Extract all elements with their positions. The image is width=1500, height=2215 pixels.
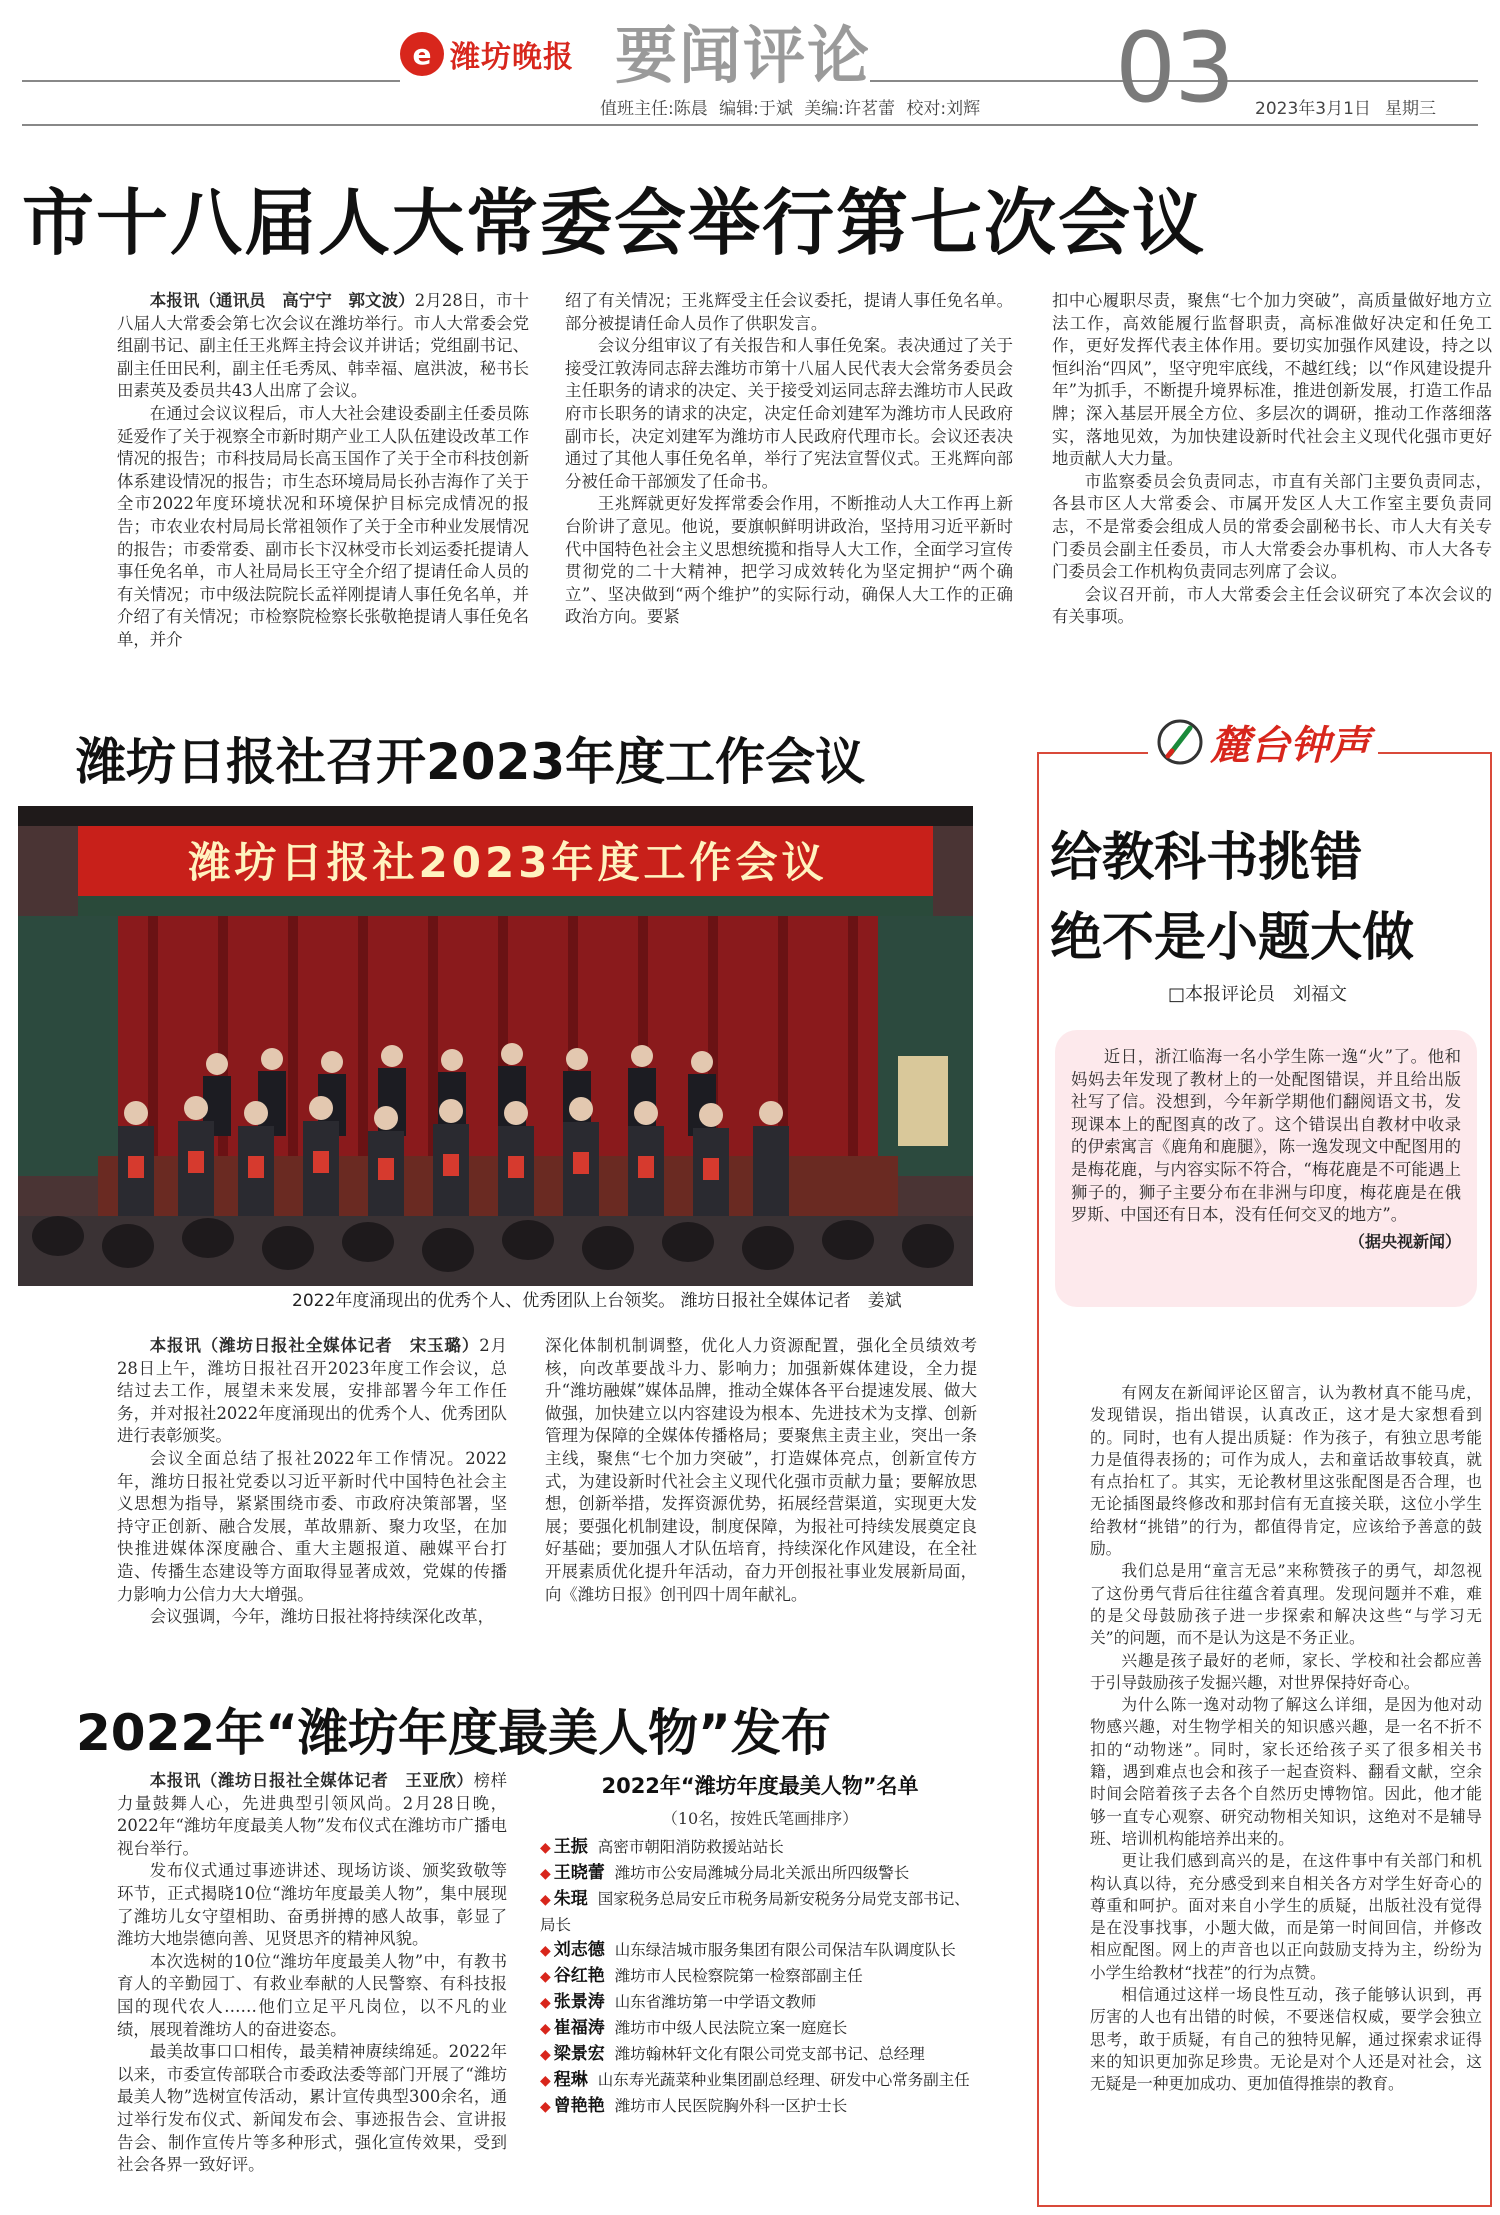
honoree-role: 潍坊市公安局潍城分局北关派出所四级警长 (614, 1864, 910, 1882)
honoree-name: 曾艳艳 (553, 2096, 605, 2116)
award-list-items (540, 1835, 980, 2120)
diamond-bullet-icon: ◆ (540, 1995, 551, 2011)
award-list-item (540, 1861, 980, 1887)
diamond-bullet-icon: ◆ (540, 1840, 551, 1856)
award-list-subtitle: （10名，按姓氏笔画排序） (661, 1809, 859, 1828)
honoree-name: 梁景宏 (553, 2044, 605, 2064)
paragraph (545, 1335, 977, 1606)
paragraph-text: 2月28日上午，潍坊日报社召开2023年度工作会议，总结过去工作，展望未来发展，安排部署今年工作任务，并对报社2022年度涌现出的优秀个人、优秀团队进行表彰颁奖。 (117, 1336, 507, 1446)
paragraph-text: 扣中心履职尽责，聚焦“七个加力突破”，高质量做好地方立法工作，高效能履行监督职责，高标准做好决定和任免工作，更好发挥代表主体作用。要切实加强作风建设，持之以恒纠治“四风”，坚守兜牢底线，不越红线；以“作风建设提升年”为抓手，不断提升境界标准，推进创新发展，打造工作品牌；深入基层开展全方位、多层次的调研，推动工作落细落实，落地见效，为加快建设新时代社会主义现代化强市更好地贡献人大力量。 (1052, 291, 1492, 469)
diamond-bullet-icon: ◆ (540, 1892, 551, 1908)
award-list-item (540, 2094, 980, 2120)
news-quote-text: 近日，浙江临海一名小学生陈一逸“火”了。他和妈妈去年发现了教材上的一处配图错误，并且给出版社写了信。没想到，今年新学期他们翻阅语文书，发现课本上的配图真的改了。这个错误出自教材中收录的伊索寓言《鹿角和鹿腿》，陈一逸发现文中配图用的是梅花鹿，与内容实际不符合，“梅花鹿是不可能遇上狮子的，狮子主要分布在非洲与印度，梅花鹿是在俄罗斯、中国还有日本，没有任何交叉的地方”。 (1071, 1047, 1461, 1225)
paragraph (117, 1951, 507, 2041)
news-quote-box (1055, 1030, 1477, 1307)
masthead-rule-bottom (22, 124, 1478, 126)
award-list (540, 1770, 980, 2120)
commentary-headline-line1: 给教科书挑错 (1050, 828, 1363, 888)
commentary-paragraph: 兴趣是孩子最好的老师，家长、学校和社会都应善于引导鼓励孩子发掘兴趣，对世界保持好奇心。 (1090, 1650, 1482, 1692)
honoree-name: 朱琨 (553, 1889, 588, 1909)
photo-banner-text: 潍坊日报社2023年度工作会议 (188, 838, 828, 887)
honoree-name: 谷红艳 (553, 1966, 605, 1986)
diamond-bullet-icon: ◆ (540, 2021, 551, 2037)
award-list-item (540, 1938, 980, 1964)
paragraph (1052, 471, 1492, 584)
honoree-role: 山东寿光蔬菜种业集团副总经理、研发中心常务副主任 (597, 2071, 970, 2089)
paragraph-text: 在通过会议议程后，市人大社会建设委副主任委员陈延爱作了关于视察全市新时期产业工人队伍建设改革工作情况的报告；市科技局局长高玉国作了关于全市科技创新体系建设情况的报告；市生态环境局局长孙吉海作了关于全市2022年度环境状况和环境保护目标完成情况的报告；市农业农村局局长常祖领作了关于全市种业发展情况的报告；市委常委、副市长卞汉林受市长刘运委托提请人事任免名单，市人社局局长王守全介绍了提请任命人员的有关情况；市中级法院院长孟祥刚提请人事任免名单，并介绍了有关情况；市检察院检察长张敬艳提请人事任免名单，并介 (117, 403, 529, 649)
commentary-body (1090, 1382, 1482, 2202)
paragraph-text: 2月28日，市十八届人大常委会第七次会议在潍坊举行。市人大常委会党组副书记、副主任王兆辉主持会议并讲话；党组副书记、副主任田民利，副主任毛秀凤、韩幸福、扈洪波，秘书长田素英及委员共43人出席了会议。 (117, 291, 529, 401)
paragraph-text: 会议召开前，市人大常委会主任会议研究了本次会议的有关事项。 (1052, 584, 1492, 627)
paragraph (565, 335, 1013, 493)
award-list-item (540, 1964, 980, 1990)
honoree-role: 国家税务总局安丘市税务局新安税务分局党支部书记、局长 (540, 1890, 970, 1934)
paragraph (117, 1860, 507, 1950)
column-name-label (1148, 712, 1378, 772)
paragraph-text: 深化体制机制调整，优化人力资源配置，强化全员绩效考核，向改革要战斗力、影响力；加强新媒体建设，全力提升“潍坊融媒”媒体品牌，推动全媒体各平台提速发展、做大做强，加快建立以内容建设为根本、先进技术为支撑、创新管理为保障的全媒体传播格局；要聚焦主责主业，突出一条主线，聚焦“七个加力突破”，打造媒体亮点，创新宣传方式，为建设新时代社会主义现代化强市贡献力量；要解放思想，创新举措，发挥资源优势，拓展经营渠道，实现更大发展；要强化机制建设，制度保障，为报社可持续发展奠定良好基础；要加强人才队伍培育，持续深化作风建设，在全社开展素质优化提升年活动，奋力开创报社事业发展新局面，向《潍坊日报》创刊四十周年献礼。 (545, 1336, 977, 1604)
article3-column1 (117, 1770, 507, 2210)
article1-column2 (565, 290, 1013, 680)
paragraph (565, 290, 1013, 335)
paragraph (117, 1606, 507, 1629)
article1-column3 (1052, 290, 1492, 680)
photo-caption: 2022年度涌现出的优秀个人、优秀团队上台领奖。 潍坊日报社全媒体记者 姜斌 (292, 1291, 902, 1311)
editor-credits: 值班主任:陈晨 编辑:于斌 美编:许茗蕾 校对:刘辉 (600, 99, 981, 119)
diamond-bullet-icon: ◆ (540, 2073, 551, 2089)
issue-date: 2023年3月1日 (1255, 99, 1371, 119)
issue-weekday: 星期三 (1385, 99, 1436, 119)
honoree-name: 王晓蕾 (553, 1863, 605, 1883)
paragraph (117, 403, 529, 652)
commentary-paragraph: 为什么陈一逸对动物了解这么详细，是因为他对动物感兴趣，对生物学相关的知识感兴趣，是一名不折不扣的“动物迷”。同时，家长还给孩子买了很多相关书籍，遇到难点也会和孩子一起查资料、翻看文献，空余时间会陪着孩子去各个自然历史博物馆。因此，他才能够一直专心观察、研究动物相关知识，这绝对不是辅导班、培训机构能培养出来的。 (1090, 1695, 1482, 1848)
honoree-name: 崔福涛 (553, 2018, 605, 2038)
paragraph (117, 290, 529, 403)
paragraph-text: 最美故事口口相传，最美精神赓续绵延。2022年以来，市委宣传部联合市委政法委等部门开展了“潍坊最美人物”选树宣传活动，累计宣传典型300余名，通过举行发布仪式、新闻发布会、事迹报告会、宣讲报告会、制作宣传片等多种形式，强化宣传效果，受到社会各界一致好评。 (117, 2042, 507, 2175)
paragraph-text: 会议全面总结了报社2022年工作情况。2022年，潍坊日报社党委以习近平新时代中国特色社会主义思想为指导，紧紧围绕市委、市政府决策部署，坚持守正创新、融合发展，革故鼎新、聚力攻坚，在加快推进媒体深度融合、重大主题报道、融媒平台打造、传播生态建设等方面取得显著成效，党媒的传播力影响力公信力大大增强。 (117, 1448, 507, 1604)
newspaper-logo (400, 32, 610, 76)
honoree-role: 潍坊市中级人民法院立案一庭庭长 (614, 2019, 848, 2037)
commentary-paragraph: 我们总是用“童言无忌”来称赞孩子的勇气，却忽视了这份勇气背后往往蕴含着真理。发现问题并不难，难的是父母鼓励孩子进一步探索和解决这些“与学习无关”的问题，而不是认为这是不务正业。 (1090, 1561, 1482, 1648)
section-title: 要闻评论 (615, 19, 872, 92)
honoree-role: 高密市朝阳消防救援站站长 (597, 1838, 784, 1856)
paragraph-text: 会议分组审议了有关报告和人事任免案。表决通过了关于接受江敦涛同志辞去潍坊市第十八届人民代表大会常务委员会主任职务的请求的决定、关于接受刘运同志辞去潍坊市人民政府市长职务的请求的决定，决定任命刘建军为潍坊市人民政府副市长，决定刘建军为潍坊市人民政府代理市长。会议还表决通过了其他人事任免名单，举行了宪法宣誓仪式。王兆辉向部分被任命干部颁发了任命书。 (565, 336, 1013, 491)
meeting-photo (18, 806, 973, 1286)
commentary-paragraph: 更让我们感到高兴的是，在这件事中有关部门和机构认真以待，充分感受到来自相关各方对学生好奇心的尊重和呵护。面对来自小学生的质疑，出版社没有觉得是在没事找事，小题大做，而是第一时间回信，并修改相应配图。网上的声音也以正向鼓励支持为主，纷纷为小学生给教材“找茬”的行为点赞。 (1090, 1851, 1482, 1982)
award-list-item (540, 2042, 980, 2068)
article3-headline: 2022年“潍坊年度最美人物”发布 (76, 1704, 831, 1762)
honoree-name: 程琳 (553, 2070, 588, 2090)
honoree-role: 山东省潍坊第一中学语文教师 (614, 1993, 817, 2011)
logo-icon: e (400, 32, 444, 76)
column-name-text: 麓台钟声 (1210, 722, 1370, 769)
award-list-item (540, 1887, 980, 1938)
article1-column1 (117, 290, 529, 680)
paragraph-text: 王兆辉就更好发挥常委会作用，不断推动人大工作再上新台阶讲了意见。他说，要旗帜鲜明讲政治，坚持用习近平新时代中国特色社会主义思想统揽和指导人大工作，全面学习宣传贯彻党的二十大精神，把学习成效转化为坚定拥护“两个确立”、坚决做到“两个维护”的实际行动，确保人大工作的正确政治方向。要紧 (565, 494, 1013, 627)
paragraph-text: 本次选树的10位“潍坊年度最美人物”中，有教书育人的辛勤园丁、有救业奉献的人民警察、有科技报国的现代农人……他们立足平凡岗位，以不凡的业绩，展现着潍坊人的奋进姿态。 (117, 1951, 507, 2039)
diamond-bullet-icon: ◆ (540, 2047, 551, 2063)
article2-headline: 潍坊日报社召开2023年度工作会议 (76, 733, 866, 791)
page-number: 03 (1115, 12, 1234, 124)
dateline: 本报讯（通讯员 高宁宁 郭文波） (149, 291, 415, 310)
honoree-name: 刘志德 (553, 1940, 605, 1960)
diamond-bullet-icon: ◆ (540, 1866, 551, 1882)
paragraph-text: 榜样力量鼓舞人心，先进典型引领风尚。2月28日晚，2022年“潍坊年度最美人物”发布仪式在潍坊市广播电视台举行。 (117, 1771, 507, 1858)
paragraph-text: 绍了有关情况；王兆辉受主任会议委托，提请人事任免名单。部分被提请任命人员作了供职发言。 (565, 291, 1013, 333)
honoree-name: 王振 (553, 1837, 588, 1857)
paragraph-text: 市监察委员会负责同志，市直有关部门主要负责同志，各县市区人大常委会、市属开发区人大工作室主要负责同志，不是常委会组成人员的常委会副秘书长、市人大有关专门委员会副主任委员，市人大常委会办事机构、市人大各专门委员会工作机构负责同志列席了会议。 (1052, 471, 1492, 582)
paragraph (1052, 584, 1492, 629)
award-list-item (540, 1835, 980, 1861)
paragraph-text: 发布仪式通过事迹讲述、现场访谈、颁奖致敬等环节，正式揭晓10位“潍坊年度最美人物”，集中展现了潍坊儿女守望相助、奋勇拼搏的感人故事，彰显了潍坊大地崇德向善、见贤思齐的精神风貌。 (117, 1861, 507, 1949)
dateline: 本报讯（潍坊日报社全媒体记者 王亚欣） (149, 1771, 474, 1790)
article2-column2 (545, 1335, 977, 1660)
award-list-title: 2022年“潍坊年度最美人物”名单 (601, 1774, 919, 1798)
diamond-bullet-icon: ◆ (540, 2099, 551, 2115)
honoree-name: 张景涛 (553, 1992, 605, 2012)
paragraph (117, 1770, 507, 1860)
news-quote-source: （据央视新闻） (1348, 1231, 1461, 1251)
paragraph (565, 493, 1013, 629)
honoree-role: 山东绿洁城市服务集团有限公司保洁车队调度队长 (614, 1941, 956, 1959)
honoree-role: 潍坊市人民检察院第一检察部副主任 (614, 1967, 863, 1985)
article2-column1 (117, 1335, 507, 1660)
logo-text: 潍坊晚报 (450, 40, 574, 75)
pen-brush-icon (1156, 718, 1204, 766)
diamond-bullet-icon: ◆ (540, 1943, 551, 1959)
commentary-author: □本报评论员 刘福文 (1168, 984, 1348, 1005)
paragraph (117, 2041, 507, 2177)
award-list-item (540, 2016, 980, 2042)
dateline: 本报讯（潍坊日报社全媒体记者 宋玉璐） (149, 1336, 480, 1355)
paragraph-text: 会议强调，今年，潍坊日报社将持续深化改革， (149, 1607, 494, 1627)
paragraph (117, 1448, 507, 1606)
award-list-item (540, 1990, 980, 2016)
paragraph (1052, 290, 1492, 471)
award-list-item (540, 2068, 980, 2094)
paragraph (117, 1335, 507, 1448)
commentary-headline-line2: 绝不是小题大做 (1050, 908, 1415, 968)
diamond-bullet-icon: ◆ (540, 1969, 551, 1985)
commentary-paragraph: 有网友在新闻评论区留言，认为教材真不能马虎，发现错误，指出错误，认真改正，这才是大家想看到的。同时，也有人提出质疑：作为孩子，有独立思考能力是值得表扬的；可作为成人，去和童话故事较真，就有点抬杠了。其实，无论教材里这张配图是否合理，也无论插图最终修改和那封信有无直接关联，这位小学生给教材“挑错”的行为，都值得肯定，应该给予善意的鼓励。 (1090, 1383, 1482, 1559)
article1-headline: 市十八届人大常委会举行第七次会议 (22, 181, 1207, 265)
commentary-paragraph: 相信通过这样一场良性互动，孩子能够认识到，再厉害的人也有出错的时候，不要迷信权威，要学会独立思考，敢于质疑，有自己的独特见解，通过探索求证得来的知识更加弥足珍贵。无论是对个人还是对社会，这无疑是一种更加成功、更加值得推崇的教育。 (1090, 1985, 1482, 2094)
honoree-role: 潍坊市人民医院胸外科一区护士长 (614, 2097, 848, 2115)
masthead-rule-left (22, 80, 400, 82)
honoree-role: 潍坊翰林轩文化有限公司党支部书记、总经理 (614, 2045, 925, 2063)
